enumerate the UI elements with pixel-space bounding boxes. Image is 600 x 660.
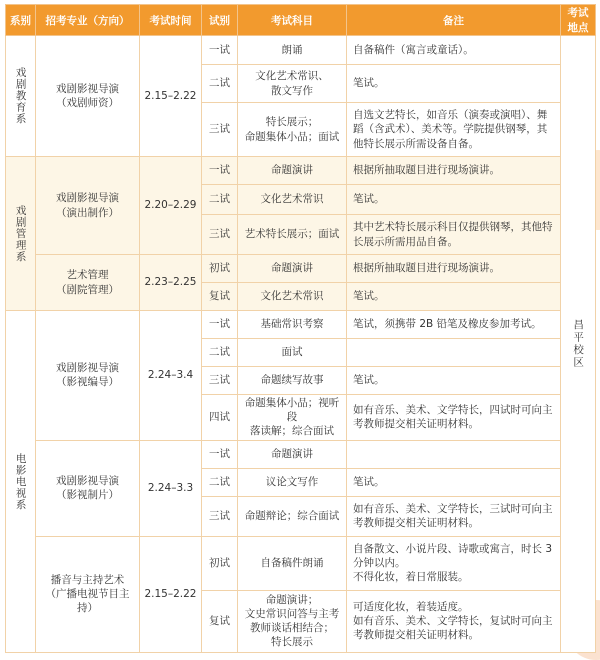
table-row: [6, 36, 596, 65]
note-cell: 自选文艺特长，如音乐（演奏或演唱）、舞蹈（含武术）、美术等。学院提供钢琴，其他特长展示所需设备自备。: [347, 103, 561, 157]
note-cell: 根据所抽取题目进行现场演讲。: [347, 255, 561, 283]
table-header-row: [6, 5, 596, 36]
round-cell: 复试: [202, 283, 238, 311]
table-row: [6, 536, 596, 590]
major-cell: 播音与主持艺术 （广播电视节目主持）: [36, 536, 140, 652]
major-cell: 艺术管理 （剧院管理）: [36, 255, 140, 311]
header-time: 考试时间: [140, 5, 202, 36]
header-major: 招考专业（方向）: [36, 5, 140, 36]
subject-cell: 命题演讲； 文史常识问答与主考 教师谈话相结合； 特长展示: [238, 590, 347, 652]
header-dept: 系别: [6, 5, 36, 36]
header-note: 备注: [347, 5, 561, 36]
subject-cell: 朗诵: [238, 36, 347, 65]
subject-cell: 文化艺术常识: [238, 283, 347, 311]
campus-cell: 昌平校区: [561, 36, 596, 653]
time-cell: 2.23–2.25: [140, 255, 202, 311]
note-cell: 其中艺术特长展示科目仅提供钢琴，其他特长展示所需用品自备。: [347, 215, 561, 255]
header-round: 试别: [202, 5, 238, 36]
subject-cell: 命题演讲: [238, 255, 347, 283]
exam-schedule-table: [5, 4, 596, 653]
subject-cell: 特长展示； 命题集体小品；面试: [238, 103, 347, 157]
note-cell: 笔试。: [347, 185, 561, 215]
note-cell: 自备散文、小说片段、诗歌或寓言，时长 3 分钟以内。 不得化妆，着日常服装。: [347, 536, 561, 590]
time-cell: 2.15–2.22: [140, 36, 202, 157]
round-cell: 初试: [202, 536, 238, 590]
round-cell: 三试: [202, 496, 238, 536]
note-cell: 根据所抽取题目进行现场演讲。: [347, 157, 561, 185]
exam-schedule-sheet: [5, 4, 595, 647]
note-cell: 笔试。: [347, 283, 561, 311]
time-cell: 2.20–2.29: [140, 157, 202, 255]
time-cell: 2.24–3.3: [140, 440, 202, 536]
subject-cell: 议论文写作: [238, 468, 347, 496]
major-cell: 戏剧影视导演 （影视编导）: [36, 311, 140, 441]
round-cell: 三试: [202, 215, 238, 255]
table-row: [6, 157, 596, 185]
table-row: [6, 311, 596, 339]
note-cell: 可适度化妆，着装适度。 如有音乐、美术、文学特长，复试时可向主考教师提交相关证明材料。: [347, 590, 561, 652]
time-cell: 2.15–2.22: [140, 536, 202, 652]
header-site: 考试 地点: [561, 5, 596, 36]
note-cell: 自备稿件（寓言或童话）。: [347, 36, 561, 65]
subject-cell: 艺术特长展示；面试: [238, 215, 347, 255]
round-cell: 二试: [202, 468, 238, 496]
subject-cell: 自备稿件朗诵: [238, 536, 347, 590]
note-cell: 笔试。: [347, 65, 561, 103]
note-cell: 笔试，须携带 2B 铅笔及橡皮参加考试。: [347, 311, 561, 339]
round-cell: 一试: [202, 157, 238, 185]
round-cell: 一试: [202, 440, 238, 468]
round-cell: 二试: [202, 185, 238, 215]
subject-cell: 命题辩论；综合面试: [238, 496, 347, 536]
round-cell: 三试: [202, 103, 238, 157]
dept-cell: 戏剧管理系: [6, 157, 36, 311]
subject-cell: 命题演讲: [238, 440, 347, 468]
subject-cell: 文化艺术常识: [238, 185, 347, 215]
round-cell: 二试: [202, 339, 238, 367]
round-cell: 一试: [202, 36, 238, 65]
round-cell: 三试: [202, 367, 238, 395]
header-subject: 考试科目: [238, 5, 347, 36]
round-cell: 四试: [202, 395, 238, 441]
dept-cell: 电影电视系: [6, 311, 36, 653]
dept-cell: 戏剧教育系: [6, 36, 36, 157]
subject-cell: 文化艺术常识、 散文写作: [238, 65, 347, 103]
note-cell: [347, 440, 561, 468]
note-cell: 如有音乐、美术、文学特长，四试时可向主考教师提交相关证明材料。: [347, 395, 561, 441]
subject-cell: 命题续写故事: [238, 367, 347, 395]
round-cell: 复试: [202, 590, 238, 652]
subject-cell: 命题演讲: [238, 157, 347, 185]
table-row: [6, 440, 596, 468]
major-cell: 戏剧影视导演 （影视制片）: [36, 440, 140, 536]
time-cell: 2.24–3.4: [140, 311, 202, 441]
major-cell: 戏剧影视导演 （戏剧师资）: [36, 36, 140, 157]
round-cell: 二试: [202, 65, 238, 103]
subject-cell: 面试: [238, 339, 347, 367]
subject-cell: 命题集体小品；视听段 落读解；综合面试: [238, 395, 347, 441]
major-cell: 戏剧影视导演 （演出制作）: [36, 157, 140, 255]
note-cell: 笔试。: [347, 367, 561, 395]
round-cell: 初试: [202, 255, 238, 283]
table-row: [6, 255, 596, 283]
note-cell: 笔试。: [347, 468, 561, 496]
subject-cell: 基础常识考察: [238, 311, 347, 339]
round-cell: 一试: [202, 311, 238, 339]
note-cell: 如有音乐、美术、文学特长，三试时可向主考教师提交相关证明材料。: [347, 496, 561, 536]
note-cell: [347, 339, 561, 367]
